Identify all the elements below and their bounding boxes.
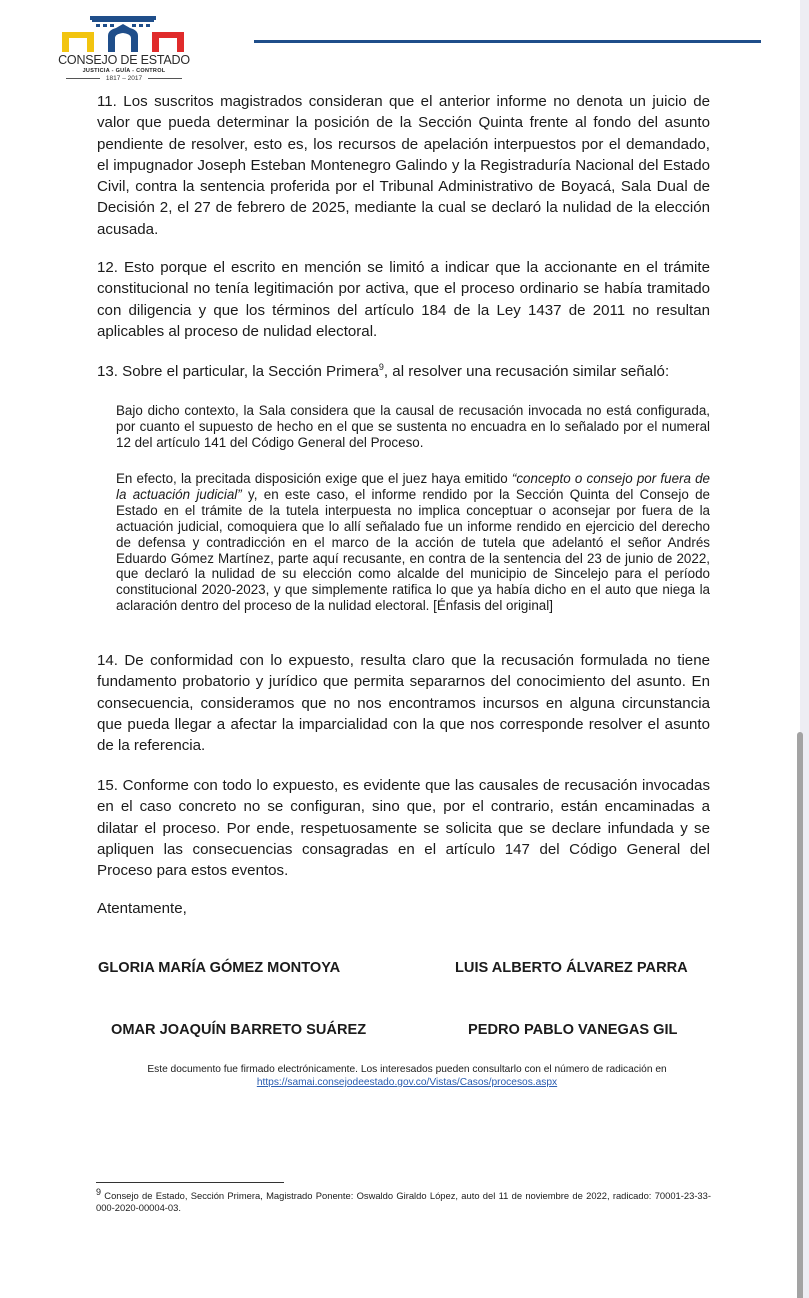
closing-salutation: Atentamente, [97,900,187,917]
logo-years-text: 1817 – 2017 [105,75,143,82]
electronic-signature-notice [97,1063,717,1089]
building-emblem-icon [56,14,192,54]
signature-name: GLORIA MARÍA GÓMEZ MONTOYA [98,960,341,976]
paragraph-13-text-cont: , al resolver una recusación similar señaló: [383,363,670,380]
logo-subtitle: JUSTICIA - GUÍA - CONTROL [82,68,166,74]
quote-2-text: En efecto, la precitada disposición exige que el juez haya emitido [116,471,512,486]
quote-paragraph-2 [116,471,710,614]
paragraph-13-text: 13. Sobre el particular, la Sección Primera [97,363,379,380]
header-rule [254,40,761,43]
quote-paragraph-1: Bajo dicho contexto, la Sala considera que la causal de recusación invocada no está configurada, por cuanto el supuesto de hecho en el que se sustenta no encuadra en lo señalado por el numeral 12 del artículo 141 del Código General del Proceso. [116,403,710,450]
paragraph-11: 11. Los suscritos magistrados consideran que el anterior informe no denota un juicio de valor que pueda determinar la posición de la Sección Quinta frente al fondo del asunto pendiente de resolver, esto es, los recursos de apelación interpuestos por el demandado, el impugnador Joseph Esteban Montenegro Galindo y la Registraduría Nacional del Estado Civil, contra la sentencia proferida por el Tribunal Administrativo de Boyacá, Sala Dual de Decisión 2, el 27 de febrero de 2025, mediante la cual se declaró la nulidad de la elección acusada. [97,93,710,238]
footnote-separator [96,1182,284,1183]
notice-text: Este documento fue firmado electrónicamente. Los interesados pueden consultarlo con el número de radicación en [147,1064,667,1075]
consejo-de-estado-logo [56,14,192,84]
scrollbar-thumb[interactable] [797,732,803,1298]
paragraph-12: 12. Esto porque el escrito en mención se limitó a indicar que la accionante en el trámite constitucional no tenía legitimación por activa, que el proceso ordinario se había tramitado con diligencia y que los términos del artículo 184 de la Ley 1437 de 2011 no resultan aplicables al proceso de nulidad electoral. [97,259,710,340]
logo-title: CONSEJO DE ESTADO [58,53,190,67]
paragraph-14: 14. De conformidad con lo expuesto, resulta claro que la recusación formulada no tiene fundamento probatorio y jurídico que permita separarnos del conocimiento del asunto. En consecuencia, consideramos que no nos encontramos incursos en alguna circunstancia que pueda llegar a afectar la imparcialidad con la que nos corresponde resolver el asunto de la referencia. [97,652,710,755]
signature-name: PEDRO PABLO VANEGAS GIL [468,1022,678,1038]
paragraph-13 [97,361,710,382]
quote-2-italic: “concepto o consejo por fuera de la actuación judicial” [116,471,710,502]
footnote-text: Consejo de Estado, Sección Primera, Magistrado Ponente: Oswaldo Giraldo López, auto del 11 de noviembre de 2022, radicado: 70001-23-33-000-2020-00004-03. [96,1190,711,1213]
quote-2-text-cont: y, en este caso, el informe rendido por la Sección Quinta del Consejo de Estado en el trámite de la tutela interpuesta no implica conceptuar o aconsejar por fuera de la actuación judicial, comoquiera que lo allí señalado fue un informe rendido en ejercicio del derecho de defensa y contradicción en el marco de la acción de tutela que adelantó el señor Andrés Eduardo Gómez Martínez, parte aquí recusante, en contra de la sentencia del 23 de junio de 2022, que declaró la nulidad de su elección como alcalde del municipio de Sincelejo para el período constitucional 2020-2023, y que simplemente ratifica lo que ya había dicho en el auto que niega la aclaración dentro del proceso de la nulidad electoral. [Énfasis del original] [116,486,710,614]
signature-name: LUIS ALBERTO ÁLVAREZ PARRA [455,960,688,976]
paragraph-15: 15. Conforme con todo lo expuesto, es evidente que las causales de recusación invocadas en el caso concreto no se configuran, sino que, por el contrario, están encaminadas a dilatar el proceso. Por ende, respetuosamente se solicita que se declare infundada y se apliquen las consecuencias consagradas en el artículo 147 del Código General del Proceso para estos eventos. [97,777,710,880]
footnote-marker: 9 [96,1186,102,1197]
footnote-reference[interactable]: 9 [378,361,384,372]
footnote-9 [96,1186,711,1214]
verification-link[interactable]: https://samai.consejodeestado.gov.co/Vistas/Casos/procesos.aspx [256,1077,558,1088]
signature-name: OMAR JOAQUÍN BARRETO SUÁREZ [111,1022,367,1038]
logo-years [56,75,192,82]
